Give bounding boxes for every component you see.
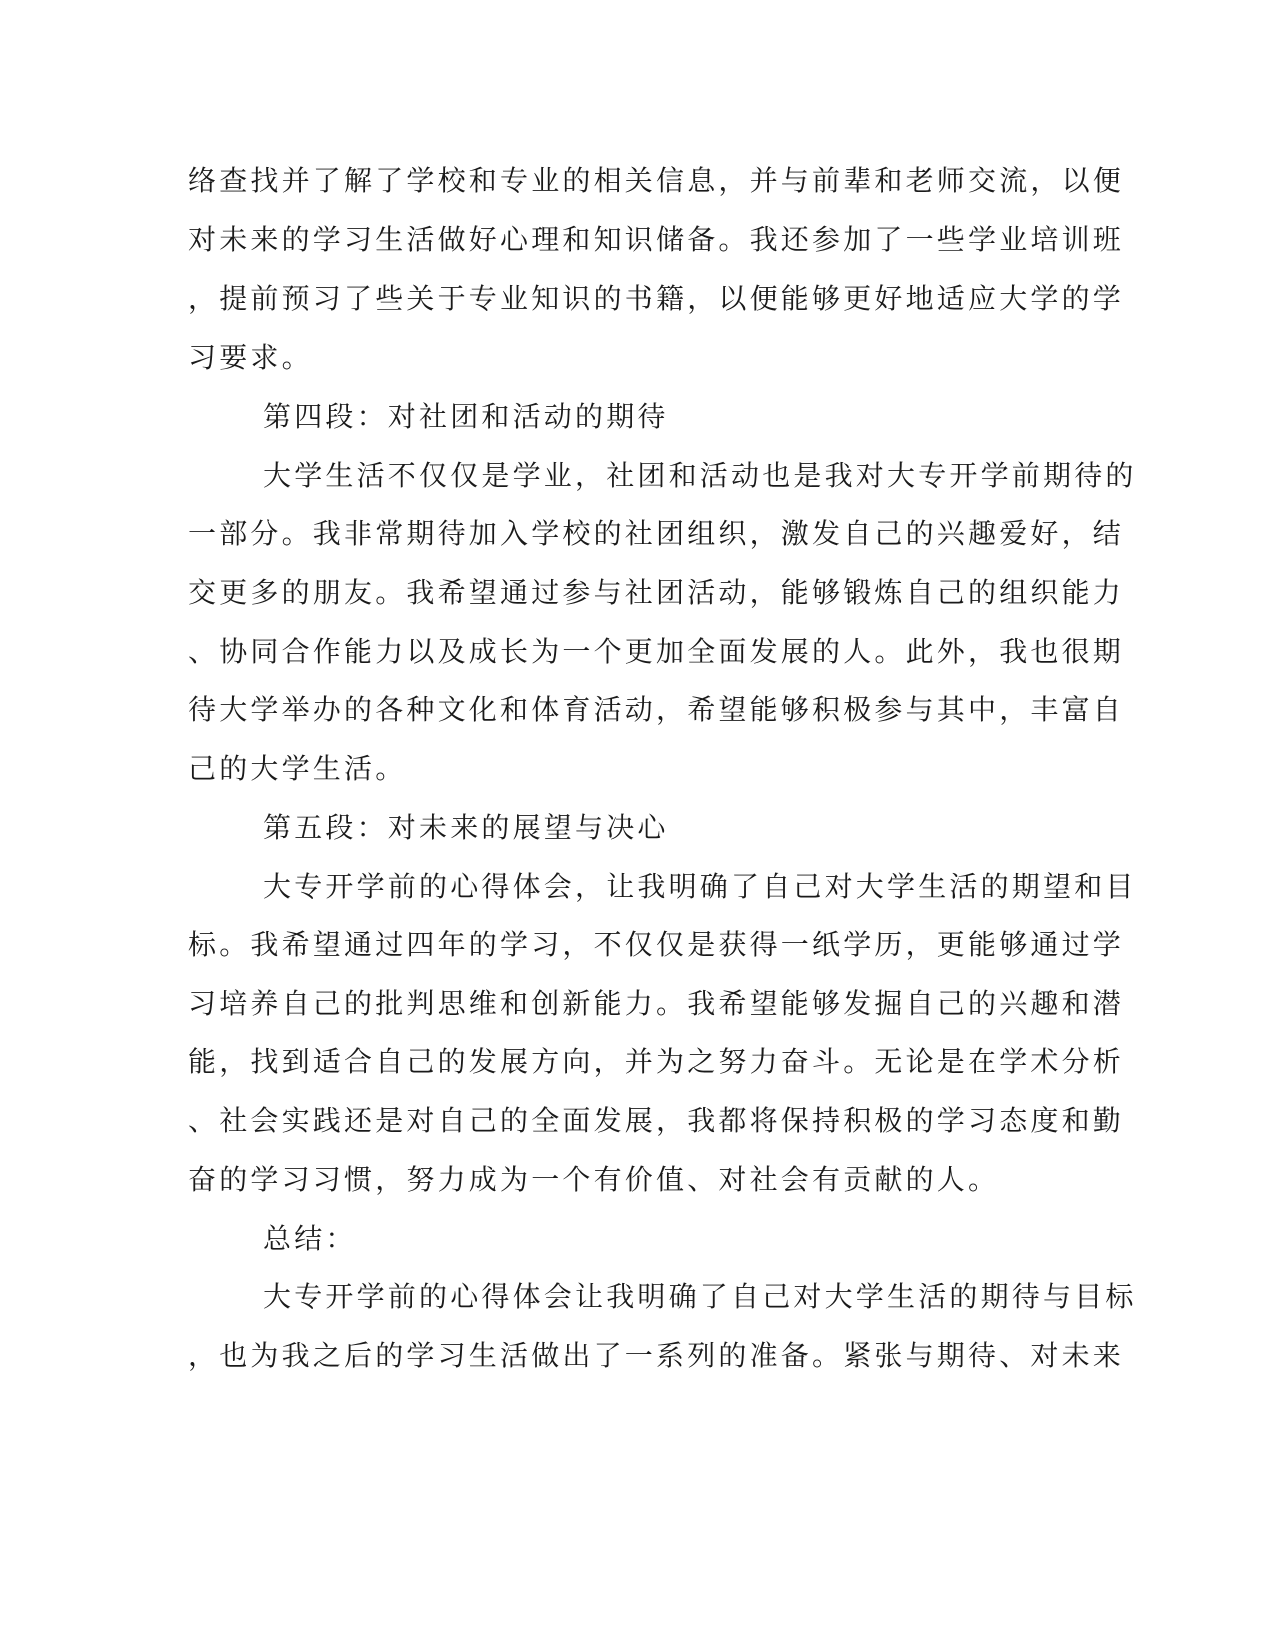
text-line: 络查找并了解了学校和专业的相关信息，并与前辈和老师交流，以便 [188,164,1125,197]
text-line: 交更多的朋友。我希望通过参与社团活动，能够锻炼自己的组织能力 [188,576,1125,609]
text-line: 一部分。我非常期待加入学校的社团组织，激发自己的兴趣爱好，结 [188,517,1125,550]
text-line: ，提前预习了些关于专业知识的书籍，以便能够更好地适应大学的学 [188,282,1125,315]
text-line: 标。我希望通过四年的学习，不仅仅是获得一纸学历，更能够通过学 [188,928,1125,961]
text-line: ，也为我之后的学习生活做出了一系列的准备。紧张与期待、对未来 [188,1339,1125,1372]
text-line: 待大学举办的各种文化和体育活动，希望能够积极参与其中，丰富自 [188,693,1125,726]
text-line: 大学生活不仅仅是学业，社团和活动也是我对大专开学前期待的 [263,459,1137,492]
text-line: 习要求。 [188,341,313,374]
text-line: 能，找到适合自己的发展方向，并为之努力奋斗。无论是在学术分析 [188,1045,1125,1078]
text-line: 己的大学生活。 [188,752,407,785]
section-heading: 第四段：对社团和活动的期待 [263,400,669,433]
text-line: 奋的学习习惯，努力成为一个有价值、对社会有贡献的人。 [188,1163,1000,1196]
text-line: 、社会实践还是对自己的全面发展，我都将保持积极的学习态度和勤 [188,1104,1125,1137]
text-line: 对未来的学习生活做好心理和知识储备。我还参加了一些学业培训班 [188,223,1125,256]
section-heading: 总结： [263,1222,357,1255]
text-line: 大专开学前的心得体会让我明确了自己对大学生活的期待与目标 [263,1280,1137,1313]
text-line: 、协同合作能力以及成长为一个更加全面发展的人。此外，我也很期 [188,635,1125,668]
text-line: 习培养自己的批判思维和创新能力。我希望能够发掘自己的兴趣和潜 [188,987,1125,1020]
section-heading: 第五段：对未来的展望与决心 [263,811,669,844]
text-line: 大专开学前的心得体会，让我明确了自己对大学生活的期望和目 [263,870,1137,903]
